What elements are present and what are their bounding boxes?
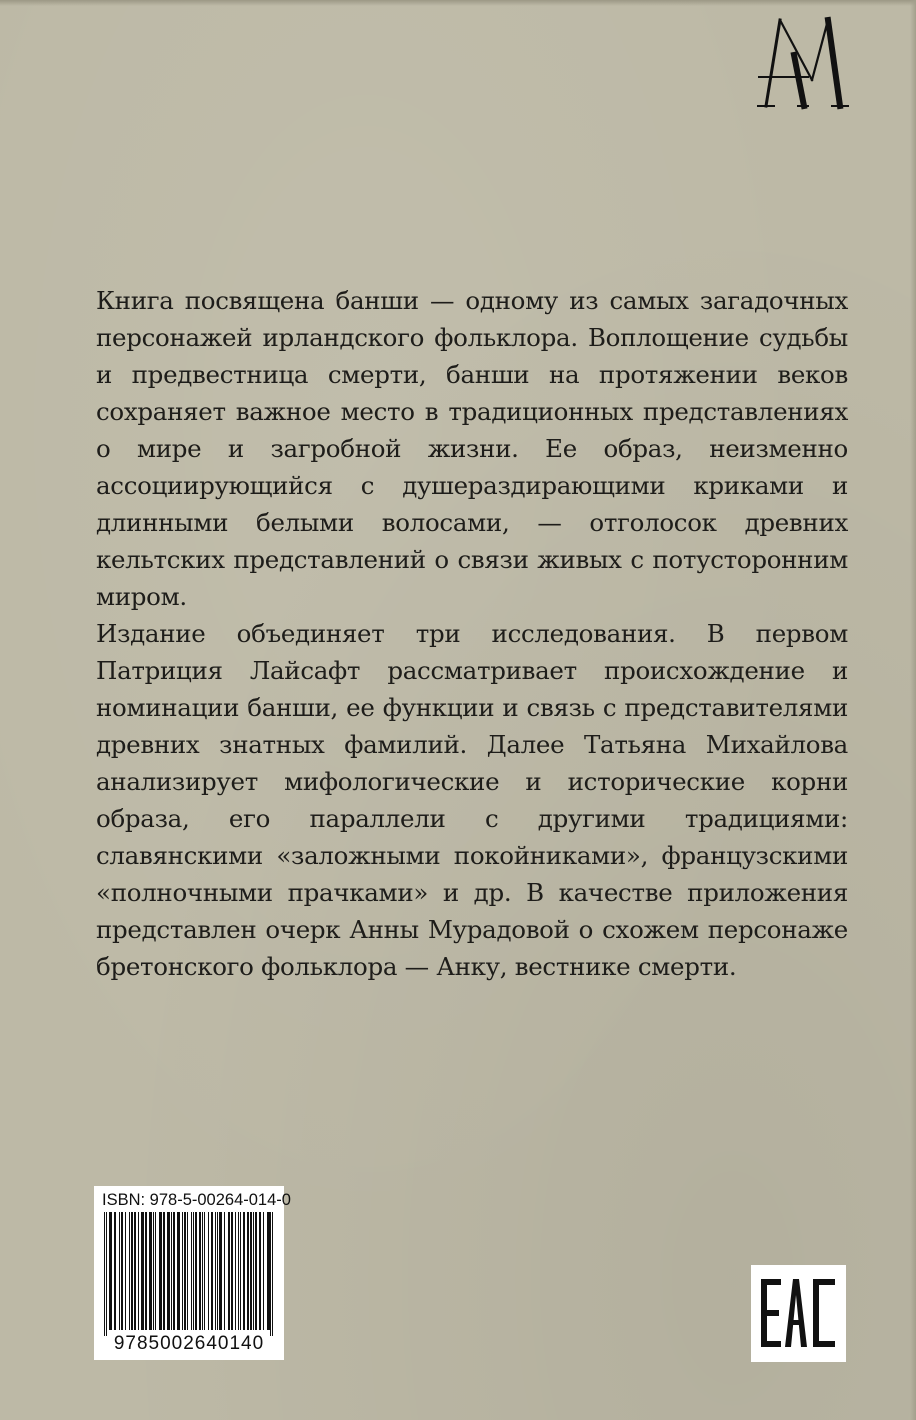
- description-paragraph-2: Издание объединяет три исследования. В первом Патриция Лайсафт рассматривает происхождение и номинации банши, ее функции и связь с представителями древних знатных фамилий. Далее Татьяна Михайлова анализирует мифологические и исторические корни образа, его параллели с другими традициями: славянскими «заложными покойниками», французскими «полночными прачками» и др. В качестве приложения представлен очерк Анны Мурадовой о схожем персонаже бретонского фольклора — Анку, вестнике смерти.: [96, 619, 848, 981]
- isbn-barcode: [94, 1186, 291, 1360]
- book-description: [96, 282, 848, 985]
- barcode-digits: 9785002640140: [113, 1333, 265, 1354]
- cover-top-edge: [0, 0, 916, 6]
- isbn-label: ISBN: 978-5-00264-014-0: [102, 1191, 291, 1209]
- description-paragraph-1: Книга посвящена банши — одному из самых загадочных персонажей ирландского фольклора. Воплощение судьбы и предвестница смерти, банши на протяжении веков сохраняет важное место в традиционных представлениях о мире и загробной жизни. Ее образ, неизменно ассоциирующийся с душераздирающими криками и длинными белыми волосами, — отголосок древних кельтских представлений о связи живых с потусторонним миром.: [96, 286, 848, 611]
- eac-mark-icon: [751, 1265, 846, 1362]
- publisher-monogram-am-icon: [752, 10, 852, 110]
- eac-certification-mark: [751, 1265, 846, 1362]
- cover-right-edge: [910, 0, 916, 1420]
- barcode-bars: [102, 1212, 276, 1336]
